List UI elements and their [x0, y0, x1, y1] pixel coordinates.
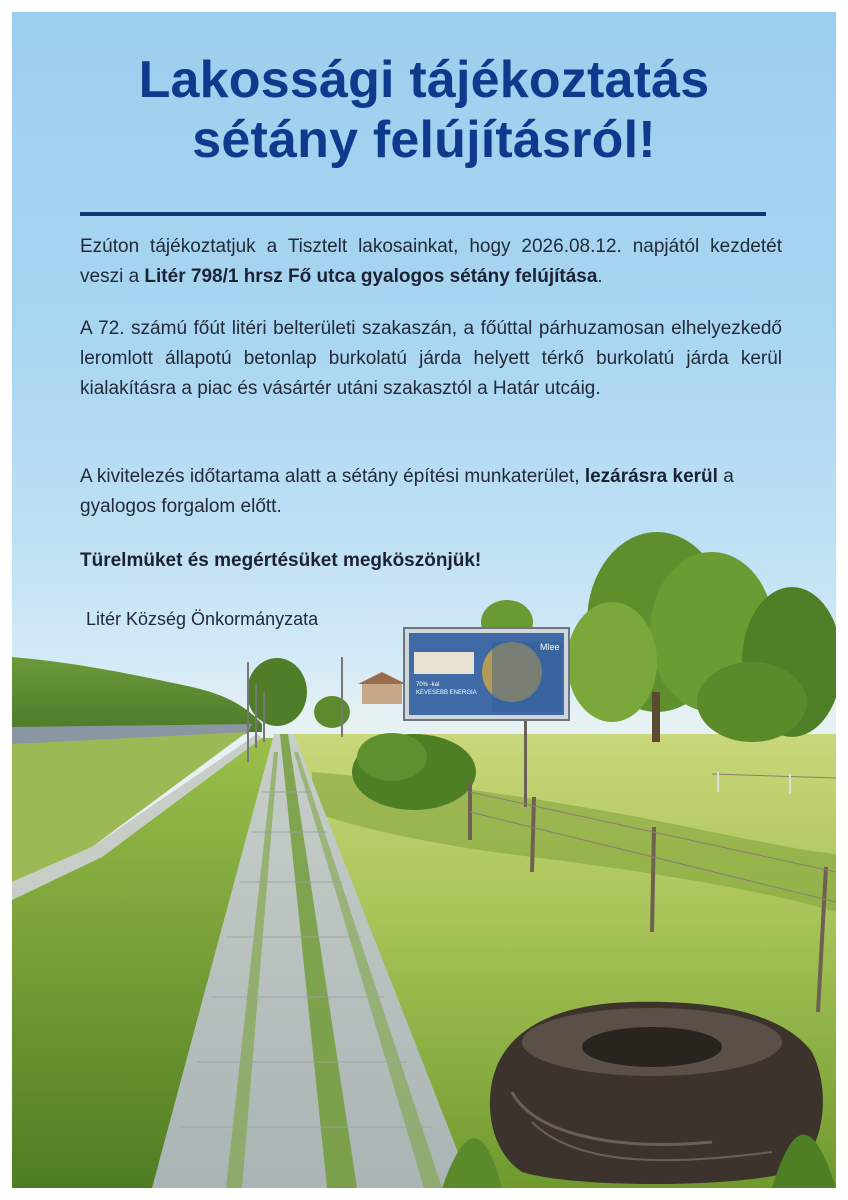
tree-stump [490, 1002, 823, 1184]
announcement-paragraph [80, 232, 782, 292]
paragraph-1-highlight: Litér 798/1 hrsz Fő utca gyalogos sétány felújítása [144, 266, 598, 287]
closing-thanks: Türelmüket és megértésüket megköszönjük! [80, 550, 482, 571]
paragraph-1-tail: . [597, 266, 603, 287]
background-photo [12, 12, 836, 1188]
billboard-line2: KEVESEBB ENERGIA [416, 690, 477, 696]
title-line-2: sétány felújításról! [192, 111, 656, 169]
page-title [12, 50, 836, 170]
billboard-line1: 70% -kal [416, 682, 440, 688]
closure-paragraph [80, 462, 782, 522]
paragraph-3-highlight: lezárásra kerül [584, 466, 718, 487]
paragraph-3-tail: a gyalogos forgalom előtt. [80, 466, 734, 517]
paragraph-1-lead: Ezúton tájékoztatjuk a Tisztelt lakosainkat, hogy 2026.08.12. napjától kezdetét veszi a [80, 236, 782, 287]
title-line-1: Lakossági tájékoztatás [138, 51, 710, 109]
billboard-brand: Mlee [540, 642, 560, 652]
poster [12, 12, 836, 1188]
paragraph-3-lead: A kivitelezés időtartama alatt a sétány építési munkaterület, [80, 466, 585, 487]
signature: Litér Község Önkormányzata [86, 609, 319, 629]
title-divider [80, 212, 766, 216]
details-paragraph: A 72. számú főút litéri belterületi szakaszán, a főúttal párhuzamosan elhelyezkedő leromlott állapotú betonlap burkolatú járda helyett térkő burkolatú járda kerül kialakításra a piac és vásártér utáni szakasztól a Határ utcáig. [80, 318, 782, 399]
